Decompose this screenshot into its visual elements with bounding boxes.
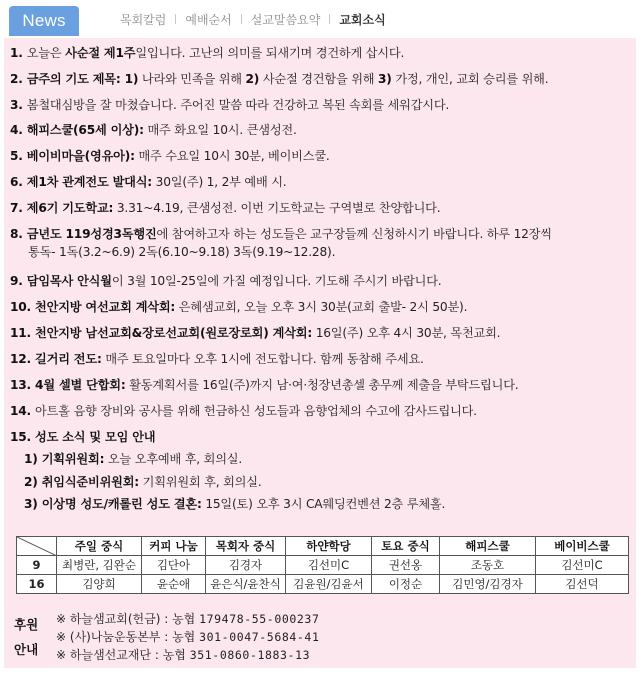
notice-text: 매주 수요일 10시 30분, 베이비스쿨. — [134, 149, 330, 163]
notice-item — [4, 200, 636, 216]
notice-number: 11. — [10, 326, 36, 340]
notice-text: 나라와 민족을 위해 — [138, 72, 246, 86]
table-row — [17, 556, 629, 575]
sub-notice-item — [4, 474, 636, 490]
notice-text: 은혜샘교회, 오늘 오후 3시 30분(교회 출발- 2시 50분). — [175, 300, 468, 314]
nav-link-church-news[interactable]: 교회소식 — [339, 12, 386, 27]
notice-bold-text: 길거리 전도: — [35, 352, 102, 366]
notice-item — [4, 45, 636, 61]
notice-item — [4, 174, 636, 190]
notice-number: 2) — [24, 475, 42, 489]
service-schedule-table — [16, 536, 629, 594]
notice-number: 9. — [10, 274, 27, 288]
notice-text: 활동계획서를 16일(주)까지 남·여·청장년총셀 총무께 제출을 부탁드립니다. — [125, 378, 519, 392]
diagonal-line — [17, 537, 57, 556]
notice-bold-text: 사순절 제1주 — [65, 46, 136, 60]
account-name: (사)나눔운동본부 — [69, 630, 161, 644]
table-cell-day: 9 — [17, 556, 57, 575]
notice-item — [4, 403, 636, 419]
table-cell: 윤순애 — [142, 575, 206, 594]
notice-text: 매주 화요일 10시. 큰샘성전. — [143, 123, 297, 137]
support-label-line: 후원 — [14, 617, 39, 632]
header-hayan-school: 하얀학당 — [286, 537, 372, 556]
table-cell: 김민영/김경자 — [440, 575, 536, 594]
notice-item — [4, 377, 636, 393]
notice-number: 3) — [24, 497, 42, 511]
notice-item — [4, 71, 636, 87]
support-account-list — [56, 610, 319, 664]
notice-text: 오늘은 — [26, 46, 66, 60]
top-navigation — [0, 0, 643, 38]
table-cell: 이정순 — [372, 575, 440, 594]
notice-bold-text: 제1차 관계전도 발대식: — [26, 175, 152, 189]
header-pastor-lunch: 목회자 중식 — [206, 537, 286, 556]
notice-bold-text: 담임목사 안식월 — [26, 274, 112, 288]
notice-bold-text: 2) — [245, 72, 260, 86]
header-coffee-sharing: 커피 나눔 — [142, 537, 206, 556]
nav-separator — [175, 14, 176, 24]
notice-item — [4, 122, 636, 138]
notice-bold-text: 성도 소식 및 모임 안내 — [35, 430, 156, 444]
notice-bold-text: 4월 셀별 단합회: — [35, 378, 126, 392]
notice-number: 6. — [10, 175, 27, 189]
notice-bold-text: 금년도 119성경3독행진 — [26, 227, 157, 241]
reference-mark-icon: ※ — [56, 612, 67, 626]
notice-bold-text: 취임식준비위원회: — [41, 475, 139, 489]
notice-number: 4. — [10, 123, 27, 137]
support-account-line: ※ 하늘샘선교재단 : 농협 351-0860-1883-13 — [56, 648, 311, 662]
bank-name: 농협 — [162, 648, 186, 662]
nav-link-worship-order[interactable]: 예배순서 — [185, 12, 232, 27]
notice-text: 가정, 개인, 교회 승리를 위해. — [391, 72, 549, 86]
table-cell-day: 16 — [17, 575, 57, 594]
table-cell: 김윤원/김윤서 — [286, 575, 372, 594]
notice-item — [4, 148, 636, 164]
table-cell: 최병란, 김완순 — [57, 556, 142, 575]
nav-separator — [241, 14, 242, 24]
bank-name: 농협 — [172, 612, 196, 626]
table-header-row — [17, 537, 629, 556]
notice-number: 10. — [10, 300, 36, 314]
table-cell: 김경자 — [206, 556, 286, 575]
news-tab[interactable]: News — [9, 6, 79, 36]
nav-separator — [329, 14, 330, 24]
notice-item — [4, 273, 636, 289]
support-info-label — [14, 612, 42, 662]
notice-bold-text: 천안지방 여선교회 계삭회: — [35, 300, 176, 314]
notice-text: 기획위원회 후, 회의실. — [138, 475, 262, 489]
support-account-line: ※ (사)나눔운동본부 : 농협 301-0047-5684-41 — [56, 630, 320, 644]
table-cell: 조동호 — [440, 556, 536, 575]
notice-item — [4, 226, 636, 242]
notice-text: 30일(주) 1, 2부 예배 시. — [151, 175, 287, 189]
table-cell: 김선미C — [286, 556, 372, 575]
account-number: 179478-55-000237 — [199, 612, 320, 626]
notice-item — [4, 429, 636, 445]
notice-text: 통독- 1독(3.2~6.9) 2독(6.10~9.18) 3독(9.19~12.28). — [28, 245, 336, 259]
table-cell: 권선옹 — [372, 556, 440, 575]
notice-continuation — [4, 244, 636, 260]
notice-bold-text: 천안지방 남선교회&장로선교회(원로장로회) 계삭회: — [35, 326, 313, 340]
notice-bold-text: 금주의 기도 제목: 1) — [26, 72, 139, 86]
notice-item — [4, 325, 636, 341]
sub-notice-item — [4, 496, 636, 512]
subnav-links — [120, 10, 386, 28]
header-sunday-lunch: 주일 중식 — [57, 537, 142, 556]
notice-item — [4, 351, 636, 367]
table-cell: 김선미C — [536, 556, 629, 575]
notice-number: 1. — [10, 46, 27, 60]
notice-text: 15일(토) 오후 3시 CA웨딩컨벤션 2층 루체홀. — [201, 497, 446, 511]
notice-bold-text: 기획위원회: — [41, 452, 105, 466]
table-cell: 김선덕 — [536, 575, 629, 594]
notice-number: 14. — [10, 404, 36, 418]
account-number: 301-0047-5684-41 — [199, 630, 320, 644]
notice-text: 에 참여하고자 하는 성도들은 교구장들께 신청하시기 바랍니다. 하루 12장씩 — [156, 227, 552, 241]
support-account-line: ※ 하늘샘교회(헌금) : 농협 179478-55-000237 — [56, 612, 320, 626]
notice-bold-text: 3) — [378, 72, 392, 86]
notice-number: 5. — [10, 149, 27, 163]
table-cell: 김양희 — [57, 575, 142, 594]
header-saturday-lunch: 토요 중식 — [372, 537, 440, 556]
notice-bold-text: 이상명 성도/캐롤린 성도 결혼: — [41, 497, 202, 511]
notice-text: 이 3월 10일-25일에 가질 예정입니다. 기도해 주시기 바랍니다. — [111, 274, 442, 288]
notice-item — [4, 299, 636, 315]
account-name: 하늘샘선교재단 — [69, 648, 152, 662]
notice-number: 3. — [10, 98, 27, 112]
nav-link-sermon-summary[interactable]: 설교말씀요약 — [250, 12, 321, 27]
notice-text: 오늘 오후예배 후, 회의실. — [104, 452, 243, 466]
church-news-panel — [4, 38, 636, 668]
reference-mark-icon: ※ — [56, 630, 67, 644]
notice-bold-text: 제6기 기도학교: — [26, 201, 114, 215]
notice-text: 3.31~4.19, 큰샘성전. 이번 기도학교는 구역별로 찬양합니다. — [113, 201, 441, 215]
notice-number: 2. — [10, 72, 27, 86]
notice-number: 7. — [10, 201, 27, 215]
notice-number: 1) — [24, 452, 42, 466]
notice-text: 일입니다. 고난의 의미를 되새기며 경건하게 삽시다. — [135, 46, 405, 60]
notice-text: 봄철대심방을 잘 마쳤습니다. 주어진 말씀 따라 건강하고 복된 속회를 세워갑시다. — [26, 98, 450, 112]
header-baby-school: 베이비스쿨 — [536, 537, 629, 556]
table-cell: 김단아 — [142, 556, 206, 575]
account-number: 351-0860-1883-13 — [189, 648, 311, 662]
table-corner-cell — [17, 537, 57, 556]
table-row — [17, 575, 629, 594]
account-name: 하늘샘교회(헌금) — [69, 612, 161, 626]
notice-text: 사순절 경건함을 위해 — [259, 72, 379, 86]
header-happy-school: 해피스쿨 — [440, 537, 536, 556]
notice-text: 아트홀 음향 장비와 공사를 위해 헌금하신 성도들과 음향업체의 수고에 감사드립니다. — [35, 404, 477, 418]
nav-link-pastor-column[interactable]: 목회칼럼 — [120, 12, 167, 27]
notice-bold-text: 해피스쿨(65세 이상): — [26, 123, 144, 137]
bank-name: 농협 — [172, 630, 196, 644]
table-cell: 윤은식/윤찬식 — [206, 575, 286, 594]
sub-notice-item — [4, 451, 636, 467]
support-label-line: 안내 — [14, 642, 39, 657]
notice-item — [4, 97, 636, 113]
notice-number: 8. — [10, 227, 27, 241]
notice-text: 16일(주) 오후 4시 30분, 목천교회. — [312, 326, 501, 340]
notice-text: 매주 토요일마다 오후 1시에 전도합니다. 함께 동참해 주세요. — [101, 352, 424, 366]
notice-number: 15. — [10, 430, 36, 444]
notice-bold-text: 베이비마을(영유아): — [26, 149, 135, 163]
notice-number: 13. — [10, 378, 36, 392]
notice-number: 12. — [10, 352, 36, 366]
reference-mark-icon: ※ — [56, 648, 67, 662]
